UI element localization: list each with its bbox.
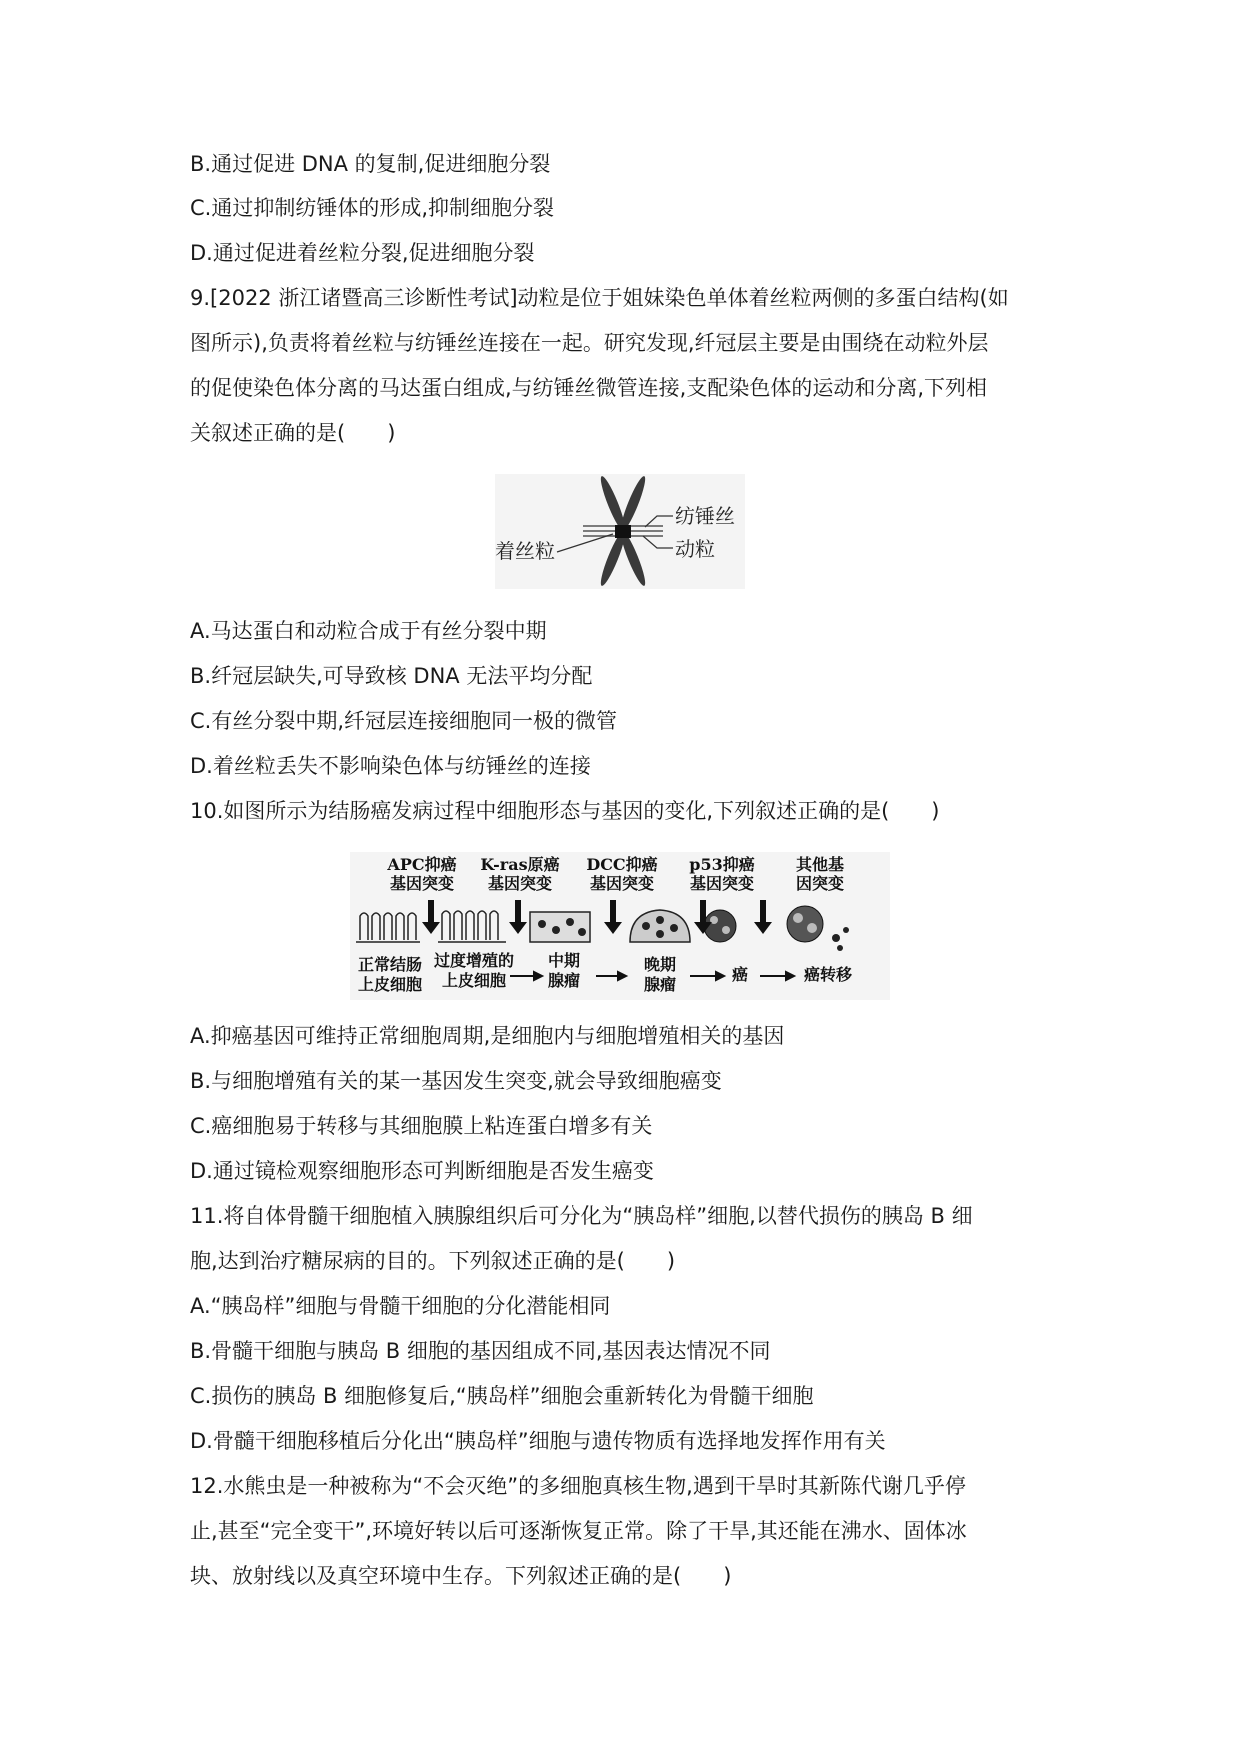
mutation-label: APC抑癌 [387,855,457,874]
q12-stem-line-1: 12.水熊虫是一种被称为“不会灭绝”的多细胞真核生物,遇到干旱时其新陈代谢几乎停 [190,1474,966,1498]
q9-stem-line-2: 图所示),负责将着丝粒与纺锤丝连接在一起。研究发现,纤冠层主要是由围绕在动粒外层 [190,331,989,355]
q10-stem-line-1: 10.如图所示为结肠癌发病过程中细胞形态与基因的变化,下列叙述正确的是( ) [190,799,940,823]
stage-label: 晚期 [643,955,677,974]
q9-option-a: A.马达蛋白和动粒合成于有丝分裂中期 [190,619,547,643]
stage-label: 上皮细胞 [357,975,423,994]
stage-label: 腺瘤 [643,975,677,994]
q9-stem-line-3: 的促使染色体分离的马达蛋白组成,与纺锤丝微管连接,支配染色体的运动和分离,下列相 [190,376,988,400]
mutation-label: 基因突变 [389,874,455,893]
q9-stem-line-4: 关叙述正确的是( ) [190,421,396,445]
option-b-prev: B.通过促进 DNA 的复制,促进细胞分裂 [190,152,551,176]
q11-option-b: B.骨髓干细胞与胰岛 B 细胞的基因组成不同,基因表达情况不同 [190,1339,771,1363]
label-centromere: 着丝粒 [495,539,555,563]
option-d-prev: D.通过促进着丝粒分裂,促进细胞分裂 [190,241,535,265]
label-spindle: 纺锤丝 [675,504,735,528]
stage-label: 正常结肠 [357,955,423,974]
stage-label: 癌转移 [803,965,853,984]
mutation-label: K-ras原癌 [480,855,560,874]
chromosome-figure [495,474,745,589]
q11-option-c: C.损伤的胰岛 B 细胞修复后,“胰岛样”细胞会重新转化为骨髓干细胞 [190,1384,814,1408]
option-c-prev: C.通过抑制纺锤体的形成,抑制细胞分裂 [190,196,555,220]
q10-option-a: A.抑癌基因可维持正常细胞周期,是细胞内与细胞增殖相关的基因 [190,1024,785,1048]
q10-option-c: C.癌细胞易于转移与其细胞膜上粘连蛋白增多有关 [190,1114,653,1138]
q9-option-d: D.着丝粒丢失不影响染色体与纺锤丝的连接 [190,754,591,778]
q11-option-a: A.“胰岛样”细胞与骨髓干细胞的分化潜能相同 [190,1294,611,1318]
q9-option-c: C.有丝分裂中期,纤冠层连接细胞同一极的微管 [190,709,618,733]
mutation-label: DCC抑癌 [586,855,658,874]
intermediate-adenoma-icon [530,912,590,942]
mutation-label: 基因突变 [589,874,655,893]
colon-cancer-figure [350,852,890,1000]
label-kinetochore: 动粒 [675,537,715,561]
stage-label: 上皮细胞 [441,971,507,990]
centromere-block [615,525,631,538]
mutation-label: p53抑癌 [689,855,755,874]
q11-option-d: D.骨髓干细胞移植后分化出“胰岛样”细胞与遗传物质有选择地发挥作用有关 [190,1429,886,1453]
q11-stem-line-1: 11.将自体骨髓干细胞植入胰腺组织后可分化为“胰岛样”细胞,以替代损伤的胰岛 B 细 [190,1204,973,1228]
q12-stem-line-3: 块、放射线以及真空环境中生存。下列叙述正确的是( ) [190,1564,732,1588]
q11-stem-line-2: 胞,达到治疗糖尿病的目的。下列叙述正确的是( ) [190,1249,676,1273]
q10-option-b: B.与细胞增殖有关的某一基因发生突变,就会导致细胞癌变 [190,1069,722,1093]
mutation-label: 基因突变 [689,874,755,893]
q10-option-d: D.通过镜检观察细胞形态可判断细胞是否发生癌变 [190,1159,654,1183]
q9-option-b: B.纤冠层缺失,可导致核 DNA 无法平均分配 [190,664,593,688]
mutation-label: 因突变 [795,874,845,893]
q9-stem-line-1: 9.[2022 浙江诸暨高三诊断性考试]动粒是位于姐妹染色单体着丝粒两侧的多蛋白结构(如 [190,286,1009,310]
q12-stem-line-2: 止,甚至“完全变干”,环境好转以后可逐渐恢复正常。除了干旱,其还能在沸水、固体冰 [190,1519,967,1543]
stage-label: 癌 [731,965,749,984]
stage-label: 中期 [547,951,581,970]
stage-label: 过度增殖的 [433,951,515,970]
mutation-label: 其他基 [795,855,845,874]
mutation-label: 基因突变 [487,874,553,893]
stage-label: 腺瘤 [547,971,581,990]
